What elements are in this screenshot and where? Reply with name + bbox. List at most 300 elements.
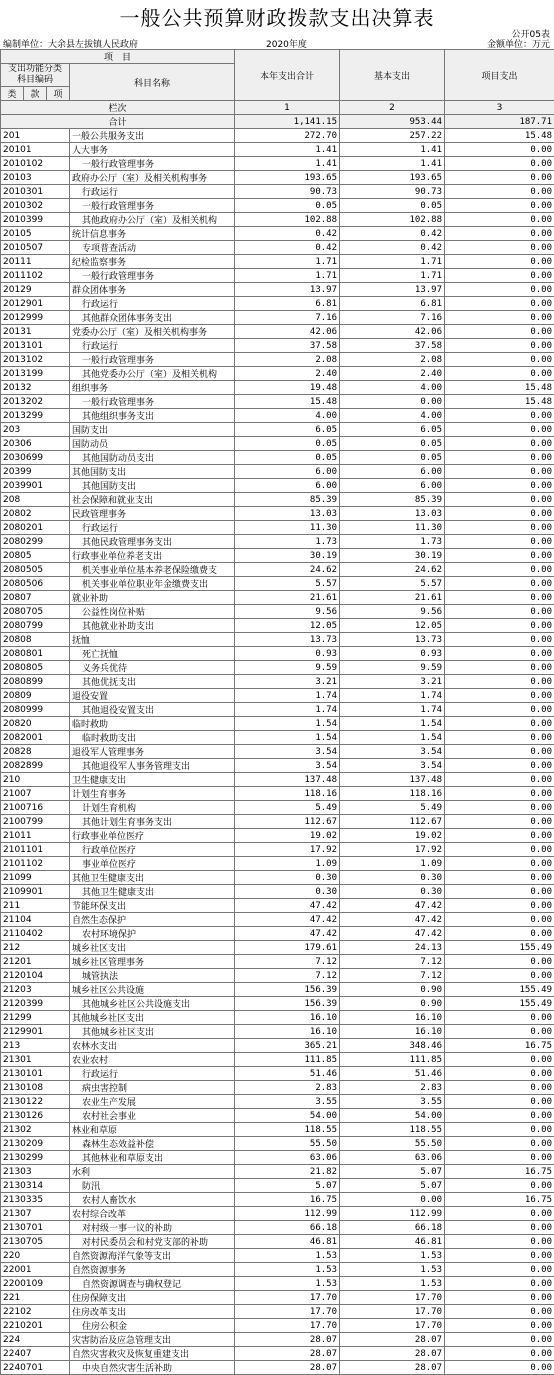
amount-basic: 1.41 [340, 143, 445, 157]
amount-project: 0.00 [445, 675, 554, 689]
subject-name [70, 227, 235, 241]
amount-basic: 1.53 [340, 1249, 445, 1263]
amount-project: 15.48 [445, 381, 554, 395]
amount-total: 51.46 [235, 1067, 340, 1081]
subject-code: 2080999 [1, 703, 70, 717]
subject-name [70, 1151, 235, 1165]
subject-code: 2130108 [1, 1081, 70, 1095]
amount-basic: 1.73 [340, 535, 445, 549]
subject-name [70, 437, 235, 451]
subject-name-text: 公益性岗位补贴 [82, 608, 145, 618]
amount-project: 0.00 [445, 815, 554, 829]
table-header [1, 50, 554, 101]
amount-project: 0.00 [445, 885, 554, 899]
subject-code: 21099 [1, 871, 70, 885]
subject-name-text: 农村社会事业 [82, 1112, 136, 1122]
subject-name-text: 死亡抚恤 [82, 650, 118, 660]
subject-code: 2130122 [1, 1095, 70, 1109]
subject-code: 2012999 [1, 311, 70, 325]
table-row [1, 563, 554, 577]
subject-name [70, 1291, 235, 1305]
subject-code: 2200109 [1, 1277, 70, 1291]
table-row [1, 1319, 554, 1333]
subject-name [70, 801, 235, 815]
amount-total: 17.70 [235, 1319, 340, 1333]
amount-project: 0.00 [445, 171, 554, 185]
subject-name-text: 农林水支出 [72, 1042, 117, 1052]
amount-total: 1.41 [235, 143, 340, 157]
amount-total: 0.05 [235, 451, 340, 465]
subject-name [70, 871, 235, 885]
subject-name [70, 409, 235, 423]
amount-total: 179.61 [235, 941, 340, 955]
total-all: 1,141.15 [235, 115, 340, 129]
amount-basic: 1.74 [340, 689, 445, 703]
subject-code: 2011102 [1, 269, 70, 283]
subject-name-text: 其他国防支出 [72, 468, 126, 478]
table-row [1, 283, 554, 297]
table-row [1, 1151, 554, 1165]
amount-total: 1.54 [235, 717, 340, 731]
amount-basic: 13.97 [340, 283, 445, 297]
amount-project: 0.00 [445, 269, 554, 283]
subject-name-text: 对村民委员会和村党支部的补助 [82, 1238, 208, 1248]
subject-name-text: 一般行政管理事务 [82, 398, 154, 408]
amount-project: 0.00 [445, 857, 554, 871]
amount-basic: 193.65 [340, 171, 445, 185]
amount-project: 0.00 [445, 661, 554, 675]
amount-total: 1.71 [235, 255, 340, 269]
subject-name [70, 717, 235, 731]
subject-name-text: 临时救助支出 [82, 734, 136, 744]
report-year: 2020年度 [266, 37, 307, 50]
amount-total: 13.03 [235, 507, 340, 521]
amount-total: 3.21 [235, 675, 340, 689]
subject-name-text: 农村综合改革 [72, 1210, 126, 1220]
subject-name-text: 其他党委办公厅（室）及相关机构 [82, 370, 217, 380]
subject-name-text: 卫生健康支出 [72, 776, 126, 786]
amount-project: 0.00 [445, 1221, 554, 1235]
amount-basic: 66.18 [340, 1221, 445, 1235]
table-row [1, 451, 554, 465]
subject-code: 224 [1, 1333, 70, 1347]
table-row [1, 927, 554, 941]
amount-total: 4.00 [235, 409, 340, 423]
amount-total: 1.73 [235, 535, 340, 549]
subject-name [70, 171, 235, 185]
table-row [1, 311, 554, 325]
amount-basic: 17.70 [340, 1291, 445, 1305]
subject-name [70, 269, 235, 283]
table-row [1, 1165, 554, 1179]
amount-project: 16.75 [445, 1039, 554, 1053]
amount-basic: 1.54 [340, 717, 445, 731]
subject-code: 2130335 [1, 1193, 70, 1207]
amount-project: 0.00 [445, 619, 554, 633]
subject-name [70, 283, 235, 297]
subject-name [70, 1221, 235, 1235]
subject-name [70, 675, 235, 689]
subject-name-text: 社会保障和就业支出 [72, 496, 153, 506]
subject-code: 212 [1, 941, 70, 955]
amount-total: 6.00 [235, 465, 340, 479]
amount-total: 9.59 [235, 661, 340, 675]
amount-total: 13.97 [235, 283, 340, 297]
subject-code: 2080899 [1, 675, 70, 689]
subject-code: 2130101 [1, 1067, 70, 1081]
amount-total: 112.99 [235, 1207, 340, 1221]
table-row [1, 703, 554, 717]
subject-name [70, 1123, 235, 1137]
amount-basic: 137.48 [340, 773, 445, 787]
amount-basic: 4.00 [340, 409, 445, 423]
amount-basic: 111.85 [340, 1053, 445, 1067]
header-lei: 类 [1, 87, 24, 101]
expenditure-table [0, 49, 554, 1375]
table-row [1, 1109, 554, 1123]
amount-project: 0.00 [445, 1123, 554, 1137]
subject-code: 2012901 [1, 297, 70, 311]
amount-total: 0.05 [235, 199, 340, 213]
amount-total: 118.55 [235, 1123, 340, 1137]
subject-name-text: 义务兵优待 [82, 664, 127, 674]
table-row [1, 409, 554, 423]
subject-name-text: 自然资源调查与确权登记 [82, 1280, 181, 1290]
subject-name [70, 157, 235, 171]
table-row [1, 479, 554, 493]
amount-basic: 9.59 [340, 661, 445, 675]
amount-project: 0.00 [445, 521, 554, 535]
subject-code: 2110402 [1, 927, 70, 941]
total-project: 187.71 [445, 115, 554, 129]
amount-total: 16.10 [235, 1025, 340, 1039]
subject-code: 2010102 [1, 157, 70, 171]
amount-basic: 13.73 [340, 633, 445, 647]
subject-name [70, 507, 235, 521]
table-row [1, 1081, 554, 1095]
table-row [1, 1039, 554, 1053]
subject-name [70, 1011, 235, 1025]
total-basic: 953.44 [340, 115, 445, 129]
total-label: 合计 [1, 115, 235, 129]
subject-code: 2129901 [1, 1025, 70, 1039]
subject-name [70, 479, 235, 493]
subject-name [70, 1347, 235, 1361]
amount-project: 0.00 [445, 1333, 554, 1347]
subject-name [70, 535, 235, 549]
subject-name [70, 1333, 235, 1347]
amount-project: 0.00 [445, 297, 554, 311]
subject-name-text: 其他国防支出 [82, 482, 136, 492]
order-label: 栏次 [1, 101, 235, 115]
subject-name-text: 组织事务 [72, 384, 108, 394]
amount-basic: 0.05 [340, 199, 445, 213]
amount-basic: 1.09 [340, 857, 445, 871]
table-row [1, 1053, 554, 1067]
amount-basic: 5.07 [340, 1179, 445, 1193]
amount-basic: 0.90 [340, 997, 445, 1011]
amount-project: 0.00 [445, 1305, 554, 1319]
amount-project: 0.00 [445, 955, 554, 969]
amount-total: 63.06 [235, 1151, 340, 1165]
amount-project: 0.00 [445, 325, 554, 339]
header-func-code: 支出功能分类 科目编码 [1, 64, 70, 87]
subject-name [70, 1067, 235, 1081]
amount-basic: 17.70 [340, 1319, 445, 1333]
amount-basic: 0.05 [340, 437, 445, 451]
amount-total: 15.48 [235, 395, 340, 409]
amount-total: 1.74 [235, 689, 340, 703]
subject-name [70, 591, 235, 605]
subject-name-text: 政府办公厅（室）及相关机构事务 [72, 174, 207, 184]
amount-total: 6.81 [235, 297, 340, 311]
table-row [1, 1011, 554, 1025]
subject-code: 2010507 [1, 241, 70, 255]
amount-total: 13.73 [235, 633, 340, 647]
subject-name [70, 997, 235, 1011]
subject-name [70, 395, 235, 409]
amount-project: 0.00 [445, 759, 554, 773]
compiling-unit: 编制单位：大余县左拔镇人民政府 [3, 37, 138, 50]
table-row [1, 255, 554, 269]
amount-total: 66.18 [235, 1221, 340, 1235]
subject-name [70, 1193, 235, 1207]
subject-code: 2013202 [1, 395, 70, 409]
table-row [1, 913, 554, 927]
amount-total: 2.08 [235, 353, 340, 367]
amount-total: 0.05 [235, 437, 340, 451]
subject-code: 20103 [1, 171, 70, 185]
amount-total: 54.00 [235, 1109, 340, 1123]
subject-name [70, 577, 235, 591]
subject-code: 20101 [1, 143, 70, 157]
subject-code: 20807 [1, 591, 70, 605]
table-row [1, 1361, 554, 1375]
amount-project: 0.00 [445, 437, 554, 451]
table-row [1, 241, 554, 255]
table-row [1, 395, 554, 409]
subject-name-text: 防汛 [82, 1182, 100, 1192]
amount-project: 0.00 [445, 1109, 554, 1123]
table-row [1, 1333, 554, 1347]
subject-name [70, 1095, 235, 1109]
amount-total: 47.42 [235, 913, 340, 927]
subject-name [70, 1319, 235, 1333]
subject-name [70, 185, 235, 199]
amount-total: 19.02 [235, 829, 340, 843]
amount-project: 0.00 [445, 1291, 554, 1305]
subject-code: 2130299 [1, 1151, 70, 1165]
amount-project: 0.00 [445, 1361, 554, 1375]
subject-code: 20111 [1, 255, 70, 269]
table-row [1, 857, 554, 871]
amount-total: 30.19 [235, 549, 340, 563]
amount-basic: 7.12 [340, 955, 445, 969]
subject-code: 2082001 [1, 731, 70, 745]
amount-basic: 2.83 [340, 1081, 445, 1095]
subject-name-text: 农业生产发展 [82, 1098, 136, 1108]
table-row [1, 325, 554, 339]
subject-name-text: 抚恤 [72, 636, 90, 646]
amount-total: 12.05 [235, 619, 340, 633]
subject-code: 2100716 [1, 801, 70, 815]
subject-name [70, 1179, 235, 1193]
subject-name [70, 1235, 235, 1249]
subject-name [70, 1109, 235, 1123]
amount-basic: 0.05 [340, 451, 445, 465]
subject-name-text: 国防支出 [72, 426, 108, 436]
subject-name [70, 647, 235, 661]
subject-name-text: 其他就业补助支出 [82, 622, 154, 632]
amount-total: 0.30 [235, 885, 340, 899]
subject-name-text: 退役安置 [72, 692, 108, 702]
subject-name [70, 1249, 235, 1263]
table-row [1, 381, 554, 395]
amount-project: 0.00 [445, 549, 554, 563]
subject-name [70, 143, 235, 157]
amount-project: 0.00 [445, 339, 554, 353]
amount-project: 0.00 [445, 311, 554, 325]
subject-code: 2080299 [1, 535, 70, 549]
subject-code: 208 [1, 493, 70, 507]
amount-basic: 1.53 [340, 1277, 445, 1291]
subject-code: 22102 [1, 1305, 70, 1319]
amount-total: 5.07 [235, 1179, 340, 1193]
subject-name-text: 其他城乡社区支出 [72, 1014, 144, 1024]
amount-project: 0.00 [445, 787, 554, 801]
subject-name [70, 913, 235, 927]
table-row [1, 829, 554, 843]
subject-name-text: 机关事业单位职业年金缴费支出 [82, 580, 208, 590]
amount-basic: 5.57 [340, 577, 445, 591]
subject-name [70, 1263, 235, 1277]
subject-name-text: 党委办公厅（室）及相关机构事务 [72, 328, 207, 338]
amount-project: 0.00 [445, 227, 554, 241]
table-row [1, 941, 554, 955]
subject-name-text: 住房保障支出 [72, 1294, 126, 1304]
amount-basic: 28.07 [340, 1347, 445, 1361]
subject-code: 2013102 [1, 353, 70, 367]
subject-name [70, 213, 235, 227]
table-row [1, 1249, 554, 1263]
amount-total: 1.09 [235, 857, 340, 871]
header-col-basic: 基本支出 [340, 50, 445, 101]
amount-project: 0.00 [445, 703, 554, 717]
amount-basic: 2.40 [340, 367, 445, 381]
subject-code: 2030699 [1, 451, 70, 465]
subject-name [70, 297, 235, 311]
table-row [1, 1179, 554, 1193]
amount-basic: 11.30 [340, 521, 445, 535]
subject-name [70, 325, 235, 339]
table-row [1, 535, 554, 549]
amount-project: 0.00 [445, 647, 554, 661]
subject-name [70, 955, 235, 969]
subject-code: 21104 [1, 913, 70, 927]
subject-code: 2210201 [1, 1319, 70, 1333]
amount-project: 15.48 [445, 129, 554, 143]
amount-total: 55.50 [235, 1137, 340, 1151]
amount-total: 0.30 [235, 871, 340, 885]
amount-total: 16.10 [235, 1011, 340, 1025]
subject-code: 2010302 [1, 199, 70, 213]
amount-project: 0.00 [445, 1207, 554, 1221]
subject-name [70, 1053, 235, 1067]
amount-total: 9.56 [235, 605, 340, 619]
amount-basic: 12.05 [340, 619, 445, 633]
amount-total: 3.55 [235, 1095, 340, 1109]
total-row [1, 115, 554, 129]
amount-basic: 24.13 [340, 941, 445, 955]
amount-basic: 47.42 [340, 913, 445, 927]
header-subject-name: 科目名称 [70, 64, 235, 101]
amount-project: 15.48 [445, 395, 554, 409]
amount-total: 118.16 [235, 787, 340, 801]
subject-name [70, 605, 235, 619]
subject-name-text: 事业单位医疗 [82, 860, 136, 870]
subject-name-text: 林业和草原 [72, 1126, 117, 1136]
subject-code: 20132 [1, 381, 70, 395]
amount-basic: 47.42 [340, 927, 445, 941]
table-row [1, 1193, 554, 1207]
header-xiang: 项 [47, 87, 70, 101]
subject-name-text: 其他政府办公厅（室）及相关机构 [82, 216, 217, 226]
subject-code: 2013299 [1, 409, 70, 423]
amount-total: 21.61 [235, 591, 340, 605]
subject-code: 2080201 [1, 521, 70, 535]
amount-total: 3.54 [235, 745, 340, 759]
table-row [1, 1025, 554, 1039]
amount-basic: 1.53 [340, 1263, 445, 1277]
subject-name [70, 703, 235, 717]
subject-code: 2130126 [1, 1109, 70, 1123]
amount-basic: 55.50 [340, 1137, 445, 1151]
amount-total: 3.54 [235, 759, 340, 773]
subject-name-text: 对村级一事一议的补助 [82, 1224, 172, 1234]
amount-project: 0.00 [445, 353, 554, 367]
table-row [1, 605, 554, 619]
table-row [1, 1305, 554, 1319]
table-row [1, 815, 554, 829]
amount-project: 0.00 [445, 1067, 554, 1081]
subject-name [70, 1207, 235, 1221]
subject-name-text: 农村人畜饮水 [82, 1196, 136, 1206]
header-kuan: 款 [24, 87, 47, 101]
amount-project: 0.00 [445, 213, 554, 227]
table-row [1, 661, 554, 675]
subject-name-text: 群众团体事务 [72, 286, 126, 296]
table-row [1, 885, 554, 899]
subject-code: 20399 [1, 465, 70, 479]
table-row [1, 171, 554, 185]
amount-project: 0.00 [445, 1011, 554, 1025]
subject-name [70, 465, 235, 479]
amount-basic: 5.49 [340, 801, 445, 815]
subject-name [70, 745, 235, 759]
amount-project: 0.00 [445, 577, 554, 591]
subject-code: 2080705 [1, 605, 70, 619]
subject-name [70, 983, 235, 997]
subject-code: 2130701 [1, 1221, 70, 1235]
table-row [1, 633, 554, 647]
subject-name-text: 其他城乡社区公共设施支出 [82, 1000, 190, 1010]
table-row [1, 269, 554, 283]
amount-basic: 118.16 [340, 787, 445, 801]
amount-total: 102.88 [235, 213, 340, 227]
amount-basic: 118.55 [340, 1123, 445, 1137]
subject-code: 21302 [1, 1123, 70, 1137]
amount-basic: 37.58 [340, 339, 445, 353]
